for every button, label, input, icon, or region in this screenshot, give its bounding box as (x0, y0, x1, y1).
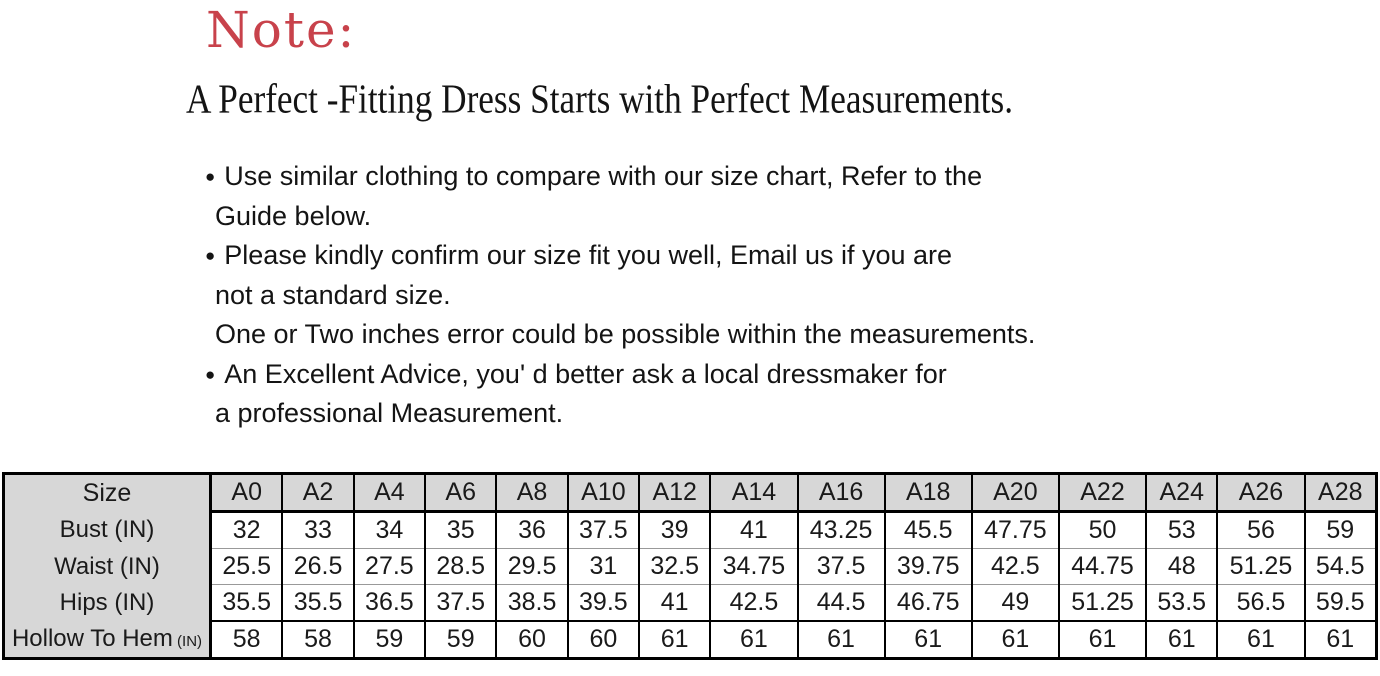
table-cell: 38.5 (496, 585, 567, 622)
advice-list (205, 157, 1215, 434)
table-cell: 61 (798, 621, 885, 659)
size-corner-label: Size (4, 474, 211, 512)
table-row (4, 621, 1377, 659)
size-column-header: A18 (885, 474, 972, 512)
size-column-header: A4 (354, 474, 425, 512)
table-row (4, 512, 1377, 549)
table-cell: 28.5 (425, 549, 496, 585)
table-cell: 51.25 (1217, 549, 1304, 585)
advice-line (205, 157, 1215, 197)
size-column-header: A12 (639, 474, 710, 512)
row-label-text: Hollow To Hem (11, 625, 173, 652)
row-label (4, 585, 211, 622)
row-label-unit: (IN) (172, 633, 203, 650)
table-cell: 48 (1146, 549, 1217, 585)
advice-text: Guide below. (215, 200, 372, 231)
table-cell: 32 (211, 512, 283, 549)
size-column-header: A28 (1305, 474, 1377, 512)
table-cell: 34.75 (710, 549, 797, 585)
table-cell: 49 (972, 585, 1059, 622)
bullet-icon (205, 157, 215, 197)
table-cell: 27.5 (354, 549, 425, 585)
size-column-header: A16 (798, 474, 885, 512)
size-column-header: A2 (282, 474, 353, 512)
table-cell: 39 (639, 512, 710, 549)
table-cell: 31 (568, 549, 639, 585)
size-chart-section (2, 472, 1378, 660)
size-column-header: A22 (1059, 474, 1146, 512)
table-cell: 45.5 (885, 512, 972, 549)
table-cell: 25.5 (211, 549, 283, 585)
advice-line (205, 276, 1215, 316)
table-cell: 41 (710, 512, 797, 549)
table-cell: 46.75 (885, 585, 972, 622)
table-cell: 39.75 (885, 549, 972, 585)
size-chart-header-row (4, 474, 1377, 512)
bullet-icon (205, 355, 215, 395)
page-heading: A Perfect -Fitting Dress Starts with Perfect Measurements. (186, 76, 1014, 122)
table-cell: 61 (1217, 621, 1304, 659)
row-label (4, 512, 211, 549)
advice-line (205, 236, 1215, 276)
advice-line (205, 315, 1215, 355)
table-cell: 35.5 (282, 585, 353, 622)
advice-text: One or Two inches error could be possible within the measurements. (215, 319, 1036, 349)
advice-text: not a standard size. (215, 279, 451, 310)
table-cell: 29.5 (496, 549, 567, 585)
table-cell: 61 (885, 621, 972, 659)
advice-text: Please kindly confirm our size fit you well, Email us if you are (224, 240, 953, 270)
table-cell: 33 (282, 512, 353, 549)
size-column-header: A10 (568, 474, 639, 512)
table-cell: 60 (568, 621, 639, 659)
advice-text: Use similar clothing to compare with our size chart, Refer to the (224, 161, 983, 191)
size-column-header: A24 (1146, 474, 1217, 512)
table-cell: 26.5 (282, 549, 353, 585)
table-cell: 61 (1059, 621, 1146, 659)
table-cell: 44.5 (798, 585, 885, 622)
table-cell: 42.5 (972, 549, 1059, 585)
table-cell: 59 (354, 621, 425, 659)
table-cell: 37.5 (798, 549, 885, 585)
table-cell: 61 (1146, 621, 1217, 659)
table-cell: 61 (1305, 621, 1377, 659)
table-cell: 56 (1217, 512, 1304, 549)
table-cell: 36.5 (354, 585, 425, 622)
table-cell: 50 (1059, 512, 1146, 549)
size-column-header: A6 (425, 474, 496, 512)
size-chart-table (2, 472, 1378, 660)
table-cell: 59 (425, 621, 496, 659)
size-column-header: A26 (1217, 474, 1304, 512)
table-cell: 53.5 (1146, 585, 1217, 622)
table-cell: 43.25 (798, 512, 885, 549)
row-label-text: Hips (IN) (59, 588, 155, 616)
table-cell: 47.75 (972, 512, 1059, 549)
table-cell: 59 (1305, 512, 1377, 549)
advice-text: a professional Measurement. (215, 398, 564, 428)
table-cell: 44.75 (1059, 549, 1146, 585)
table-cell: 54.5 (1305, 549, 1377, 585)
table-cell: 36 (496, 512, 567, 549)
table-cell: 61 (639, 621, 710, 659)
size-column-header: A8 (496, 474, 567, 512)
table-cell: 60 (496, 621, 567, 659)
advice-line (205, 394, 1215, 434)
table-cell: 32.5 (639, 549, 710, 585)
size-column-header: A14 (710, 474, 797, 512)
row-label-text: Waist (IN) (54, 552, 160, 580)
row-label (4, 549, 211, 585)
table-row (4, 549, 1377, 585)
table-cell: 37.5 (568, 512, 639, 549)
table-cell: 35 (425, 512, 496, 549)
table-cell: 42.5 (710, 585, 797, 622)
table-cell: 59.5 (1305, 585, 1377, 622)
table-cell: 35.5 (211, 585, 283, 622)
advice-text: An Excellent Advice, you' d better ask a local dressmaker for (224, 358, 947, 389)
table-cell: 58 (282, 621, 353, 659)
size-column-header: A0 (211, 474, 283, 512)
table-row (4, 585, 1377, 622)
table-cell: 61 (710, 621, 797, 659)
table-cell: 39.5 (568, 585, 639, 622)
table-cell: 37.5 (425, 585, 496, 622)
table-cell: 51.25 (1059, 585, 1146, 622)
row-label-text: Bust (IN) (59, 516, 155, 543)
table-cell: 61 (972, 621, 1059, 659)
table-cell: 56.5 (1217, 585, 1304, 622)
row-label (4, 621, 211, 659)
table-cell: 41 (639, 585, 710, 622)
table-cell: 34 (354, 512, 425, 549)
advice-line (205, 355, 1215, 395)
table-cell: 58 (211, 621, 283, 659)
bullet-icon (205, 236, 215, 276)
note-title: Note: (206, 1, 357, 59)
size-column-header: A20 (972, 474, 1059, 512)
table-cell: 53 (1146, 512, 1217, 549)
advice-line (205, 197, 1215, 237)
